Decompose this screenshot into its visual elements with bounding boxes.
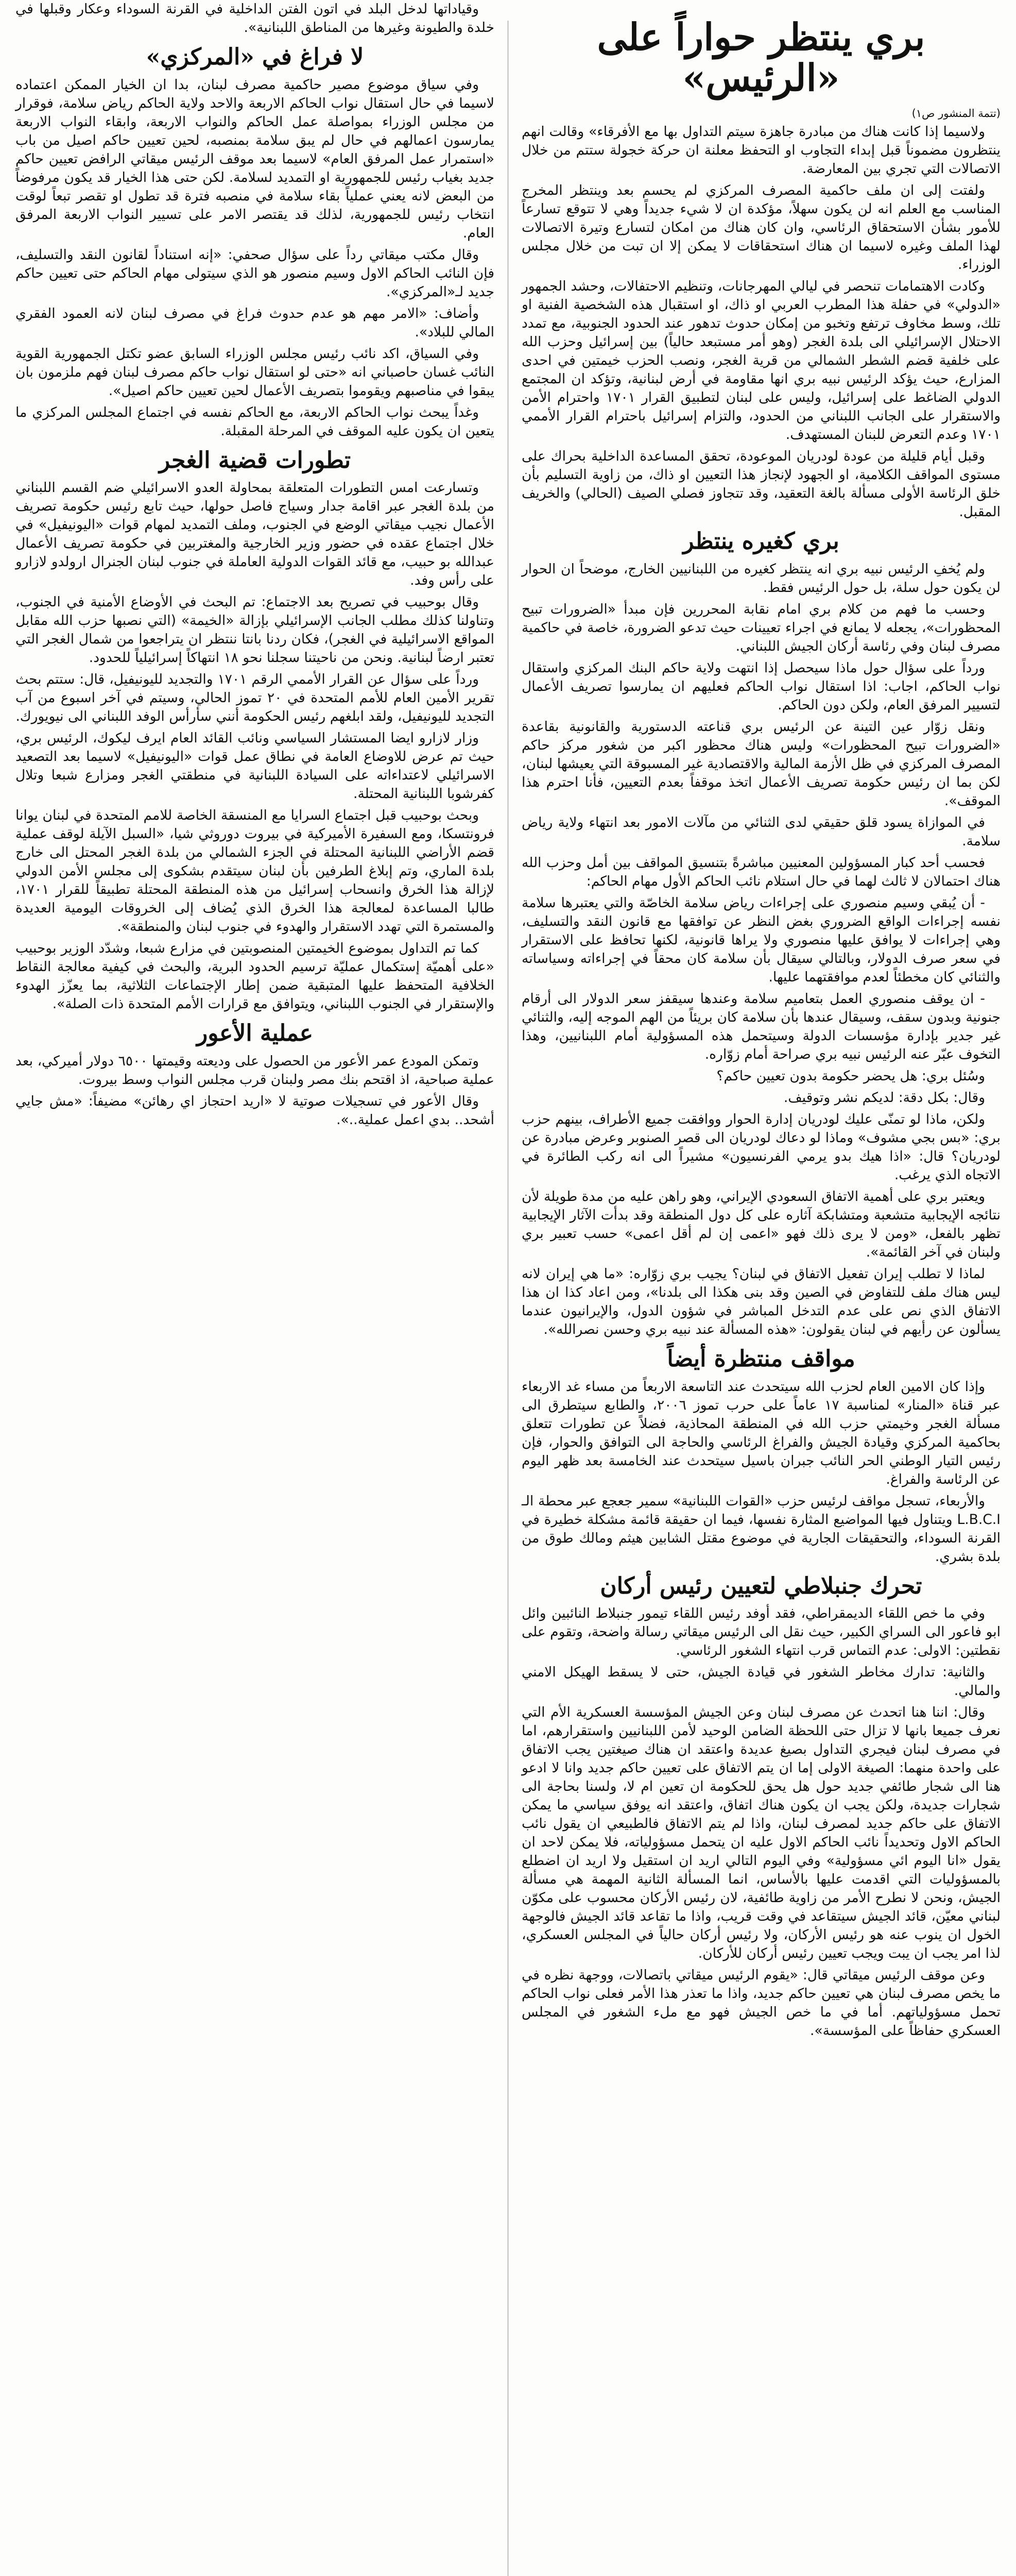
section-heading: بري كغيره ينتظر (683, 528, 839, 555)
paragraph: وقياداتها لدخل البلد في اتون الفتن الداخلية في القرنة السوداء وعكار وقبلها في خلدة والطيونة وغيرها من المناطق اللبنانية». (15, 1, 494, 36)
paragraph: ولاسيما إذا كانت هناك من مبادرة جاهزة سيتم التداول بها مع الأفرقاء» وقالت انهم ينتظرون مضموناً قبل إبداء التجاوب او التحفظ معلنة ان حركة خجولة ستتم من خلال الاتصالات التي تجري بين المعارضة. (522, 124, 1001, 177)
paragraph: والثانية: تدارك مخاطر الشغور في قيادة الجيش، حتى لا يسقط الهيكل الامني والمالي. (522, 1664, 1001, 1699)
paragraph: وفي ما خص اللقاء الديمقراطي، فقد أوفد رئيس اللقاء تيمور جنبلاط النائبين وائل ابو فاعور الى السراي الكبير، حيث نقل الى الرئيس ميقاتي رسالة واضحة، وتقوم على نقطتين: الاولى: عدم التماس قرب انتهاء الشغور الرئاسي. (522, 1605, 1001, 1659)
paragraph: وقال مكتب ميقاتي رداً على سؤال صحفي: «إنه استناداً لقانون النقد والتسليف، فإن النائب الحاكم الاول وسيم منصور هو الذي سيتولى مهام الحاكم حتى تعيين حاكم جديد لـ«المركزي». (15, 246, 494, 300)
continued-note: (تتمة المنشور ص١) (911, 107, 1001, 120)
right-column-body (522, 123, 1001, 2040)
paragraph: والأربعاء، تسجل مواقف لرئيس حزب «القوات اللبنانية» سمير جعجع عبر محطة الـ L.B.C.I ويتناول فيها المواضيع المثارة نفسها، فيما ان حقيقة قائمة مشكلة خطيرة في القرنة السوداء، والتحقيقات الجارية في موضوع مقتل الشابين هيثم ومالك طوق من بلدة بشري. (522, 1493, 1001, 1565)
paragraph: وقال: اننا هنا اتحدث عن مصرف لبنان وعن الجيش المؤسسة العسكرية الأم التي نعرف جميعا بانها لا تزال حتى اللحظة الضامن الوحيد لأمن اللبنانيين واستقرارهم، اما في مصرف لبنان فيجري التداول بصيغ عديدة واعتقد ان هناك صيغتين يجب الاتفاق على واحدة منهما: الصيغة الاولى إما ان يتم الاتفاق على تعيين حاكم جديد وانا لا ادعو هنا الى شجار طائفي جديد حول هل يحق للحكومة ان تعين ام لا، ولسنا بحاجة الى شجارات جديدة، ولكن يجب ان يكون هناك اتفاق، واعتقد انه يوفق سياسي ما يمكن الاتفاق على حاكم جديد لمصرف لبنان، واذا لم يتم الاتفاق فالطبيعي ان يقول نائب الحاكم الاول وتحديداً نائب الحاكم الاول عليه ان يتحمل مسؤولياته، فلا يمكن لاحد ان يقول «انا اليوم ائي مسؤولية» وفي اليوم التالي اريد ان استقيل ولا اريد ان اضطلع بالمسؤوليات التي اقدمت عليها بالأساس، انما المسألة الثانية المهمة هي مسألة الجيش، ونحن لا نطرح الأمر من زاوية طائفية، لان رئيس الأركان محسوب على مكوّن لبناني معيّن، قائد الجيش سيتقاعد في وقت قريب، واذا ما تقاعد قائد الجيش فالوجهة الخول ان ينوب عنه هو رئيس الأركان، ولا رئيس أركان حالياً في المجلس العسكري، لذا امر يجب ان يبت ويجب تعيين رئيس أركان للأركان. (522, 1704, 1001, 1962)
section-heading: تحرك جنبلاطي لتعيين رئيس أركان (600, 1572, 922, 1599)
paragraph: ورداً على سؤال عن القرار الأممي الرقم ١٧٠١ والتجديد لليونيفيل، قال: ستتم بحث تقرير الأمين العام للأمم المتحدة في ٢٠ تموز الحالي، وسيتم في آخر اسبوع من آب التجديد لليونيفيل، ولقد ابلغهم رئيس الحكومة أنني سأرأس الوفد اللبناني الى نيويورك. (15, 671, 494, 725)
section-heading: عملية الأعور (197, 1020, 313, 1047)
right-column (522, 0, 1001, 2043)
section-heading: تطورات قضية الغجر (159, 447, 351, 473)
section-heading: مواقف منتظرة أيضاً (667, 1345, 855, 1372)
paragraph: وكادت الاهتمامات تنحصر في ليالي المهرجانات، وتنظيم الاحتفالات، وحشد الجمهور «الدولي» في حفلة هذا المطرب العربي او ذاك، او استقبال هذه الشخصية الفنية او تلك، وسط مخاوف ترتفع وتخبو من إمكان حدوث تدهور عند الحدود الجنوبية، مع تمدد الاحتلال الإسرائيلي الى بلدة الغجر (وهو أمر مستبعد حالياً) بين إسرائيل وحزب الله على خلفية قضم الشطر الشمالي من قرية الغجر، ونصب الحزب خيمتين في احدى المزارع، حيث يؤكد الرئيس نبيه بري انها مقاومة في أرض لبنانية، وتؤكد ان المجتمع الدولي الضاغط على إسرائيل، وليس على لبنان لتطبيق القرار ١٧٠١ واحترام الأمن والاستقرار على الجانب اللبناني من الحدود، والتزام إسرائيل باحترام القرار الأممي ١٧٠١ وعدم التعرض للبنان المستهدف. (522, 278, 1001, 443)
paragraph: وفي سياق موضوع مصير حاكمية مصرف لبنان، بدا ان الخيار الممكن اعتماده لاسيما في حال استقال نواب الحاكم الاربعة والاحد ولاية الحاكم رياض سلامة، فوقرار من مجلس الوزراء بمواصلة عمل الحاكم والنواب الاربعة، وابقاء النواب الاربعة يمارسون اعمالهم في حال لم يبق سلامة بمنصبه، لحين تعيين حاكم اصيل من باب «استمرار عمل المرفق العام» لاسيما بعد موقف الرئيس ميقاتي الرافض تعيين حاكم جديد بغياب رئيس للجمهورية او التمديد لسلامة. لكن حتى هذا الخيار قد يكون مرفوضاً من البعض لانه يعني عملياً بقاء سلامة في منصبه فترة قد تطول او تقصر تبعاً لوقت انتخاب رئيس للجمهورية، لذلك قد يقتصر الامر على تسيير النواب الاربعة المرفق العام. (15, 76, 494, 241)
left-column (15, 0, 494, 1132)
paragraph: ويعتبر بري على أهمية الاتفاق السعودي الإيراني، وهو راهن عليه من مدة طويلة لأن نتائجه الإيجابية متشعبة ومتشابكة آثاره على كل دول المنطقة وقد بدأت الآثار الإيجابية تظهر بالفعل، «ومن لا يرى ذلك فهو «اعمى إن لم أقل اعمى» حسب تعبير بري ولبنان في آخر القائمة». (522, 1188, 1001, 1260)
paragraph: وحسب ما فهم من كلام بري امام نقابة المحررين فإن مبدأ «الضرورات تبيح المحظورات»، يجعله لا يمانع في اجراء تعيينات حيث تدعو الضرورة، خاصة في حاكمية مصرف لبنان وفي رئاسة أركان الجيش اللبناني. (522, 601, 1001, 654)
paragraph: وفي السياق، اكد نائب رئيس مجلس الوزراء السابق عضو تكتل الجمهورية القوية النائب غسان حاصباني انه «حتى لو استقال نواب حاكم مصرف لبنان فهم ملزمون بان يبقوا في مناصبهم ويقوموا بتصريف الأعمال لحين تعيين حاكم اصيل». (15, 345, 494, 399)
section-heading: لا فراغ في «المركزي» (146, 44, 364, 70)
paragraph: - ان يوقف منصوري العمل بتعاميم سلامة وعندها سيقفز سعر الدولار الى أرقام جنونية وبدون سقف، وسيقال عندها بأن سلامة كان بريئاً من الهم الموجه إليه، والثنائي غير جدير بإدارة مؤسسات الدولة وسيتحمل هذه المسؤولية أمام اللبنانيين، وهذا التخوف عبّر عنه الرئيس نبيه بري صراحة أمام زوّاره. (522, 990, 1001, 1062)
paragraph: وقال: بكل دقة: لديكم نشر وتوقيف. (783, 1089, 985, 1106)
left-column-body (15, 0, 494, 1129)
paragraph: كما تم التداول بموضوع الخيمتين المنصوبتين في مزارع شبعا، وشدّد الوزير بوحبيب «على أهميّة إستكمال عمليّة ترسيم الحدود البرية، والبحث في كيفية معالجة النقاط الخلافية المتحفظ عليها المتبقية ضمن إطار الإجتماعات الثلاثية، بما يعزّز الهدوء والإستقرار في الجنوب اللبناني، ويتوافق مع قرارات الأمم المتحدة ذات الصلة». (15, 940, 494, 1012)
paragraph: - أن يُبقي وسيم منصوري على إجراءات رياض سلامة الخاصّة والتي يعتبرها سلامة نفسه إجراءات الواقع الضروري بغض النظر عن توافقها مع قانون النقد والتسليف، وهي إجراءات لا يوافق عليها منصوري ولا يراها قانونية، لكنها تحافظ على الاستقرار في سعر صرف الدولار، وبالتالي سيقال بأن سلامة كان محقاً في إجراءاته وسياساته والثنائي كان مخطئاً لعدم موافقتهما عليها. (522, 894, 1001, 985)
article-title: بري ينتظر حواراً على «الرئيس» (597, 15, 925, 100)
paragraph: ورداً على سؤال حول ماذا سيحصل إذا انتهت ولاية حاكم البنك المركزي واستقال نواب الحاكم، اجاب: اذا استقال نواب الحاكم فعليهم ان يمارسوا تصريف الأعمال لتسيير المرفق العام، ولكن دون الحاكم. (522, 659, 1001, 713)
paragraph: وقال الأعور في تسجيلات صوتية لا «اريد احتجاز اي رهائن» مضيفاً: «مش جايي أشحد.. بدي اعمل عملية..». (15, 1093, 494, 1128)
paragraph: وقبل أيام قليلة من عودة لودريان الموعودة، تحقق المساعدة الداخلية بحراك على مستوى المواقف الكلامية، او الجهود لإنجاز هذا التعيين او ذاك، من زاوية التسليم بأن خلق الرئاسة الأولى مسألة بالغة التعقيد، وقد تتجاوز فصلي الصيف (الحالي) والخريف المقبل. (522, 448, 1001, 520)
paragraph: وغداً يبحث نواب الحاكم الاربعة، مع الحاكم نفسه في اجتماع المجلس المركزي ما يتعين ان يكون عليه الموقف في المرحلة المقبلة. (15, 404, 494, 439)
paragraph: وتمكن المودع عمر الأعور من الحصول على وديعته وقيمتها ٦٥٠٠ دولار أميركي، بعد عملية صباحية، اذ اقتحم بنك مصر ولبنان قرب مجلس النواب وسط بيروت. (15, 1053, 494, 1088)
paragraph: ولكن، ماذا لو تمنّى عليك لودريان إدارة الحوار ووافقت جميع الأطراف، بينهم حزب بري: «بس بجي مشوف» وماذا لو دعاك لودريان الى قصر الصنوبر وعرض مبادرة عن لودريان؟ قال: «اذا هيك بدو يرمي الفرنسيون» مشيراً الى انه ركب الطائرة في الاتجاه الذي يرغب. (522, 1111, 1001, 1183)
paragraph: ولفتت إلى ان ملف حاكمية المصرف المركزي لم يحسم بعد وينتظر المخرج المناسب مع العلم انه لن يكون سهلاً، مؤكدة ان لا شيء جديداً وهي لا تتوقع تسارعاً للأمور بشأن الاستحقاق الرئاسي، وان كان هناك من امكان لتسارع وتيرة الاتصالات لهذا الملف وغيره لاسيما ان هناك استحقاقات لا يمكن إلا ان تبت من خلال مجلس الوزراء. (522, 182, 1001, 273)
paragraph: فحسب أحد كبار المسؤولين المعنيين مباشرةً بتنسيق المواقف بين أمل وحزب الله هناك احتمالان لا ثالث لهما في حال استلام نائب الحاكم الأول مهام الحاكم: (522, 854, 1001, 889)
paragraph: في الموازاة يسود قلق حقيقي لدى الثنائي من مآلات الامور بعد انتهاء ولاية رياض سلامة. (522, 814, 1001, 849)
paragraph: لماذا لا تطلب إيران تفعيل الاتفاق في لبنان؟ يجيب بري زوّاره: «ما هي إيران لانه ليس هناك ملف للتفاوض في الصين وقد بنى هكذا الى بلدنا»، ومن اعاد كذا ان هذا الاتفاق الذي نص على عدم التدخل المباشر في شؤون الدول، والإيرانيون عندما يسألون عن رأيهم في لبنان يقولون: «هذه المسألة عند نبيه بري وحسن نصرالله». (522, 1265, 1001, 1337)
paragraph: وسُئل بري: هل يحضر حكومة بدون تعيين حاكم؟ (716, 1067, 985, 1084)
paragraph: وإذا كان الامين العام لحزب الله سيتحدث عند التاسعة الاربعاً من مساء غد الاربعاء عبر قناة «المنار» لمناسبة ١٧ عاماً على حرب تموز ٢٠٠٦، والطابع سيتطرق الى مسألة الغجر وخيمتي حزب الله في المنطقة المحاذية، فضلاً عن تطورات تتعلق بحاكمية المركزي وقيادة الجيش والفراغ الرئاسي والحاجة الى التوافق والحوار، فإن رئيس التيار الوطني الحر النائب جبران باسيل سيتحدث عند الخامسة بعد ظهر اليوم عن الرئاسة والفراغ. (522, 1378, 1001, 1487)
paragraph: وزار لازارو ايضا المستشار السياسي ونائب القائد العام ايرف ليكوك، الرئيس بري، حيث تم عرض للاوضاع العامة في نطاق عمل قوات «اليونيفيل» لاسيما بعد التصعيد الاسرائيلي لاعتداءاته على السيادة اللبنانية في منطقتي الغجر ومزارع شبعا وتلال كفرشوبا اللبنانية المحتلة. (15, 730, 494, 802)
paragraph: وبحث بوحبيب قبل اجتماع السرايا مع المنسقة الخاصة للامم المتحدة في لبنان يوانا فرونتسكا، ومع السفيرة الأميركية في بيروت دوروثي شيا، «السبل الآيلة لوقف عملية قضم الأراضي اللبنانية المحتلة في الجزء الشمالي من بلدة الغجر المحتل الى خارج بلدة الماري، وتم إبلاغ الطرفين بأن لبنان سيتقدم بشكوى إلى مجلس الأمن الدولي لإزالة هذا الخرق وانسحاب إسرائيل من هذه المنطقة المحتلة تطبيقاً للقرار ١٧٠١، طالبا المساعدة لمعالجة هذا الخرق الذي يُضاف إلى الخروقات اليومية العديدة والمستمرة التي تهدد الاستقرار والهدوء في جنوب لبنان والمنطقة». (15, 807, 494, 935)
paragraph: وأضاف: «الامر مهم هو عدم حدوث فراغ في مصرف لبنان لانه العمود الفقري المالي للبلاد». (15, 305, 494, 340)
paragraph: وتسارعت امس التطورات المتعلقة بمحاولة العدو الاسرائيلي ضم القسم اللبناني من بلدة الغجر عبر اقامة جدار وسياج فاصل حولها، حيث تابع رئيس حكومة تصريف الأعمال نجيب ميقاتي الوضع في الجنوب، وملف التمديد لمهام قوات «اليونيفيل» في خلال اجتماع عقده في حضور وزير الخارجية والمغتربين في حكومة تصريف الأعمال عبدالله بو حبيب، مع قائد القوات الدولية العاملة في جنوب لبنان الجنرال ارولدو لازارو على رأس وفد. (15, 480, 494, 589)
paragraph: ونقل زوّار عين التينة عن الرئيس بري قناعته الدستورية والقانونية بقاعدة «الضرورات تبيح المحظورات» وليس هناك محظور اكبر من شغور مركز حاكم المصرف المركزي في ظل الأزمة المالية والاقتصادية غير المسبوقة التي يعيشها لبنان، لكن بما ان رئيس حكومة تصريف الأعمال اتخذ موقفاً بعدم التعيين، فأنا احترم هذا الموقف». (522, 718, 1001, 809)
paragraph: وقال بوحبيب في تصريح بعد الاجتماع: تم البحث في الأوضاع الأمنية في الجنوب، وتناولنا كذلك مطلب الجانب الإسرائيلي بإزالة «الخيمة» (التي نصبها حزب الله مقابل المواقع الاسرائيلية في الغجر)، فكان ردنا بانتا ننتظر ان يتراجعوا من شمال الغجر التي تعتبر ارضاً لبنانية. ونحن من ناحيتنا سجلنا نحو ١٨ انتهاكاً إسرائيلياً للحدود. (15, 594, 494, 666)
paragraph: وعن موقف الرئيس ميقاتي قال: «يقوم الرئيس ميقاتي باتصالات، ووجهة نظره في ما يخص مصرف لبنان هي تعيين حاكم جديد، واذا ما تعذر هذا الأمر فعلى نواب الحاكم تحمل مسؤولياتهم. أما في ما خص الجيش فهو مع ملء الشغور في المجلس العسكري حفاظاً على المؤسسة». (522, 1967, 1001, 2039)
paragraph: ولم يُخفِ الرئيس نبيه بري انه ينتظر كغيره من اللبنانيين الخارج، موضحاً ان الحوار لن يكون حول سلة، بل حول الرئيس فقط. (522, 561, 1001, 596)
